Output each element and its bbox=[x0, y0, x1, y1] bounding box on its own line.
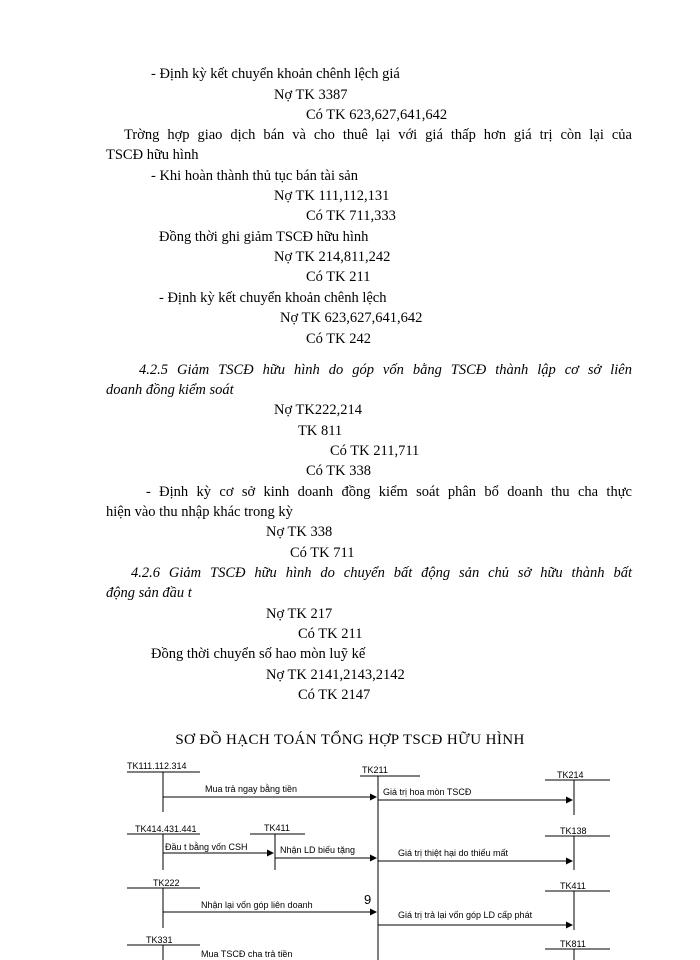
debit-entry: Nợ TK 214,811,242 bbox=[274, 249, 391, 265]
section-heading-cont: doanh đồng kiểm soát bbox=[106, 382, 234, 398]
flow-label: Nhận lại vốn góp liên doanh bbox=[201, 900, 313, 910]
debit-entry: Nợ TK 2141,2143,2142 bbox=[266, 667, 405, 683]
flow-label: Giá trị thiệt hại do thiếu mất bbox=[398, 848, 509, 858]
text-line: Trờng hợp giao dịch bán và cho thuê lại với giá thấp hơn giá trị còn lại của bbox=[124, 127, 632, 143]
credit-entry: Có TK 623,627,641,642 bbox=[306, 107, 448, 123]
debit-entry: Nợ TK 623,627,641,642 bbox=[280, 310, 423, 326]
account-label: TK411 bbox=[264, 823, 290, 833]
account-label: TK111.112.314 bbox=[127, 761, 187, 771]
account-label: TK414.431.441 bbox=[135, 824, 197, 834]
debit-entry: Nợ TK 338 bbox=[266, 524, 333, 540]
credit-entry: Có TK 211,711 bbox=[330, 443, 420, 459]
credit-entry: Có TK 711,333 bbox=[306, 208, 396, 224]
credit-entry: Có TK 711 bbox=[290, 545, 355, 561]
account-label: TK411 bbox=[560, 881, 586, 891]
flow-label: Giá trị hoa mòn TSCĐ bbox=[383, 787, 472, 797]
account-label: TK331 bbox=[146, 935, 173, 945]
section-heading-4-2-6: 4.2.6 Giảm TSCĐ hữu hình do chuyển bất động sản chủ sở hữu thành bất bbox=[131, 565, 632, 581]
flow-label: Nhận LD biếu tặng bbox=[280, 845, 356, 855]
flow-label: Mua TSCĐ cha trả tiền bbox=[201, 949, 293, 959]
account-label: TK811 bbox=[560, 939, 586, 949]
text-line: - Định kỳ cơ sở kinh doanh đồng kiểm soát phân bổ doanh thu cha thực bbox=[146, 484, 632, 500]
account-label: TK214 bbox=[557, 770, 584, 780]
credit-entry: Có TK 211 bbox=[298, 626, 363, 642]
text-line: - Định kỳ kết chuyển khoản chênh lệch giá bbox=[151, 66, 400, 82]
text-line: - Khi hoàn thành thủ tục bán tài sản bbox=[151, 168, 358, 184]
credit-entry: Có TK 338 bbox=[306, 463, 371, 479]
debit-entry: Nợ TK 217 bbox=[266, 606, 333, 622]
debit-entry: TK 811 bbox=[298, 423, 343, 439]
page-number: 9 bbox=[364, 892, 372, 907]
text-line: Đồng thời chuyển số hao mòn luỹ kế bbox=[151, 646, 366, 662]
debit-entry: Nợ TK222,214 bbox=[274, 402, 362, 418]
credit-entry: Có TK 242 bbox=[306, 331, 371, 347]
text-line: hiện vào thu nhập khác trong kỳ bbox=[106, 504, 293, 520]
debit-entry: Nợ TK 111,112,131 bbox=[274, 188, 390, 204]
credit-entry: Có TK 2147 bbox=[298, 687, 371, 703]
flow-label: Mua trả ngay bằng tiền bbox=[205, 784, 298, 794]
text-line: Đồng thời ghi giảm TSCĐ hữu hình bbox=[159, 229, 369, 245]
account-label: TK138 bbox=[560, 826, 587, 836]
section-heading-4-2-5: 4.2.5 Giảm TSCĐ hữu hình do góp vốn bằng TSCĐ thành lập cơ sở liên bbox=[139, 362, 632, 378]
account-label: TK222 bbox=[153, 878, 180, 888]
account-label: TK211 bbox=[362, 765, 388, 775]
credit-entry: Có TK 211 bbox=[306, 269, 371, 285]
diagram-title: SƠ ĐỒ HẠCH TOÁN TỔNG HỢP TSCĐ HỮU HÌNH bbox=[175, 732, 525, 748]
flow-label: Giá trị trả lại vốn góp LD cấp phát bbox=[398, 910, 533, 920]
text-line: - Định kỳ kết chuyển khoản chênh lệch bbox=[159, 290, 387, 306]
flow-label: Đầu t bằng vốn CSH bbox=[165, 842, 248, 852]
text-line: TSCĐ hữu hình bbox=[106, 147, 199, 163]
section-heading-cont: động sản đầu t bbox=[106, 585, 192, 601]
debit-entry: Nợ TK 3387 bbox=[274, 87, 348, 103]
